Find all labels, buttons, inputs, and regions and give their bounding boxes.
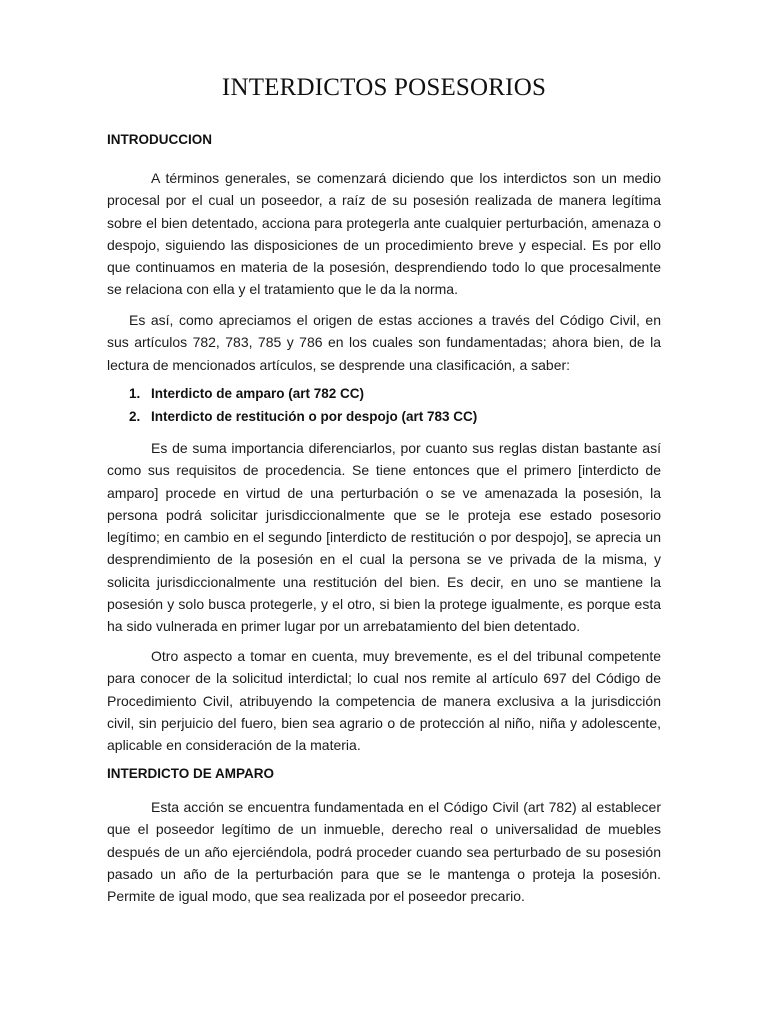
list-item-number: 2.	[129, 408, 141, 424]
paragraph-intro-1: A términos generales, se comenzará diciendo que los interdictos son un medio procesal por el cual un poseedor, a raíz de su posesión realizada de manera legítima sobre el bien detentado, acciona para protegerla ante cualquier perturbación, amenaza o despojo, siguiendo las disposiciones de un procedimiento breve y especial. Es por ello que continuamos en materia de la posesión, desprendiendo todo lo que procesalmente se relaciona con ella y el tratamiento que le da la norma.	[107, 170, 661, 298]
classification-list	[107, 383, 661, 428]
list-item-number: 1.	[129, 386, 141, 401]
list-item	[107, 406, 661, 429]
paragraph-intro-3: Es de suma importancia diferenciarlos, por cuanto sus reglas distan bastante así como sus requisitos de procedencia. Se tiene entonces que el primero [interdicto de amparo] procede en virtud de una perturbación o se ve amenazada la posesión, la persona podrá solicitar jurisdiccionalmente que se le proteja ese estado posesorio legítimo; en cambio en el segundo [interdicto de restitución o por despojo], se aprecia un desprendimiento de la posesión en el cual la persona se ve privada de la misma, y solicita jurisdiccionalmente una restitución del bien. Es decir, en uno se mantiene la posesión y solo busca protegerle, y el otro, si bien la protege igualmente, es porque esta ha sido vulnerada en primer lugar por un arrebatamiento del bien detentado.	[107, 440, 661, 635]
list-item	[107, 383, 661, 406]
section-heading-introduccion: INTRODUCCION	[107, 132, 212, 147]
list-item-text: Interdicto de restitución o por despojo (art 783 CC)	[151, 408, 478, 424]
paragraph-intro-4: Otro aspecto a tomar en cuenta, muy brevemente, es el del tribunal competente para conocer de la solicitud interdictal; lo cual nos remite al artículo 697 del Código de Procedimiento Civil, atribuyendo la competencia de manera exclusiva a la jurisdicción civil, sin perjuicio del fuero, bien sea agrario o de protección al niño, niña y adolescente, aplicable en consideración de la materia.	[107, 648, 661, 754]
document-title: INTERDICTOS POSESORIOS	[221, 74, 547, 101]
list-item-text: Interdicto de amparo (art 782 CC)	[151, 386, 365, 401]
section-heading-interdicto-de-amparo: INTERDICTO DE AMPARO	[107, 766, 275, 781]
paragraph-amparo-1: Esta acción se encuentra fundamentada en el Código Civil (art 782) al establecer que el poseedor legítimo de un inmueble, derecho real o universalidad de muebles después de un año ejerciéndola, podrá proceder cuando sea perturbado de su posesión pasado un año de la perturbación para que se le mantenga o proteja la posesión. Permite de igual modo, que sea realizada por el poseedor precario.	[107, 799, 661, 905]
paragraph-intro-2: Es así, como apreciamos el origen de estas acciones a través del Código Civil, en sus artículos 782, 783, 785 y 786 en los cuales son fundamentadas; ahora bien, de la lectura de mencionados artículos, se desprende una clasificación, a saber:	[107, 312, 661, 373]
